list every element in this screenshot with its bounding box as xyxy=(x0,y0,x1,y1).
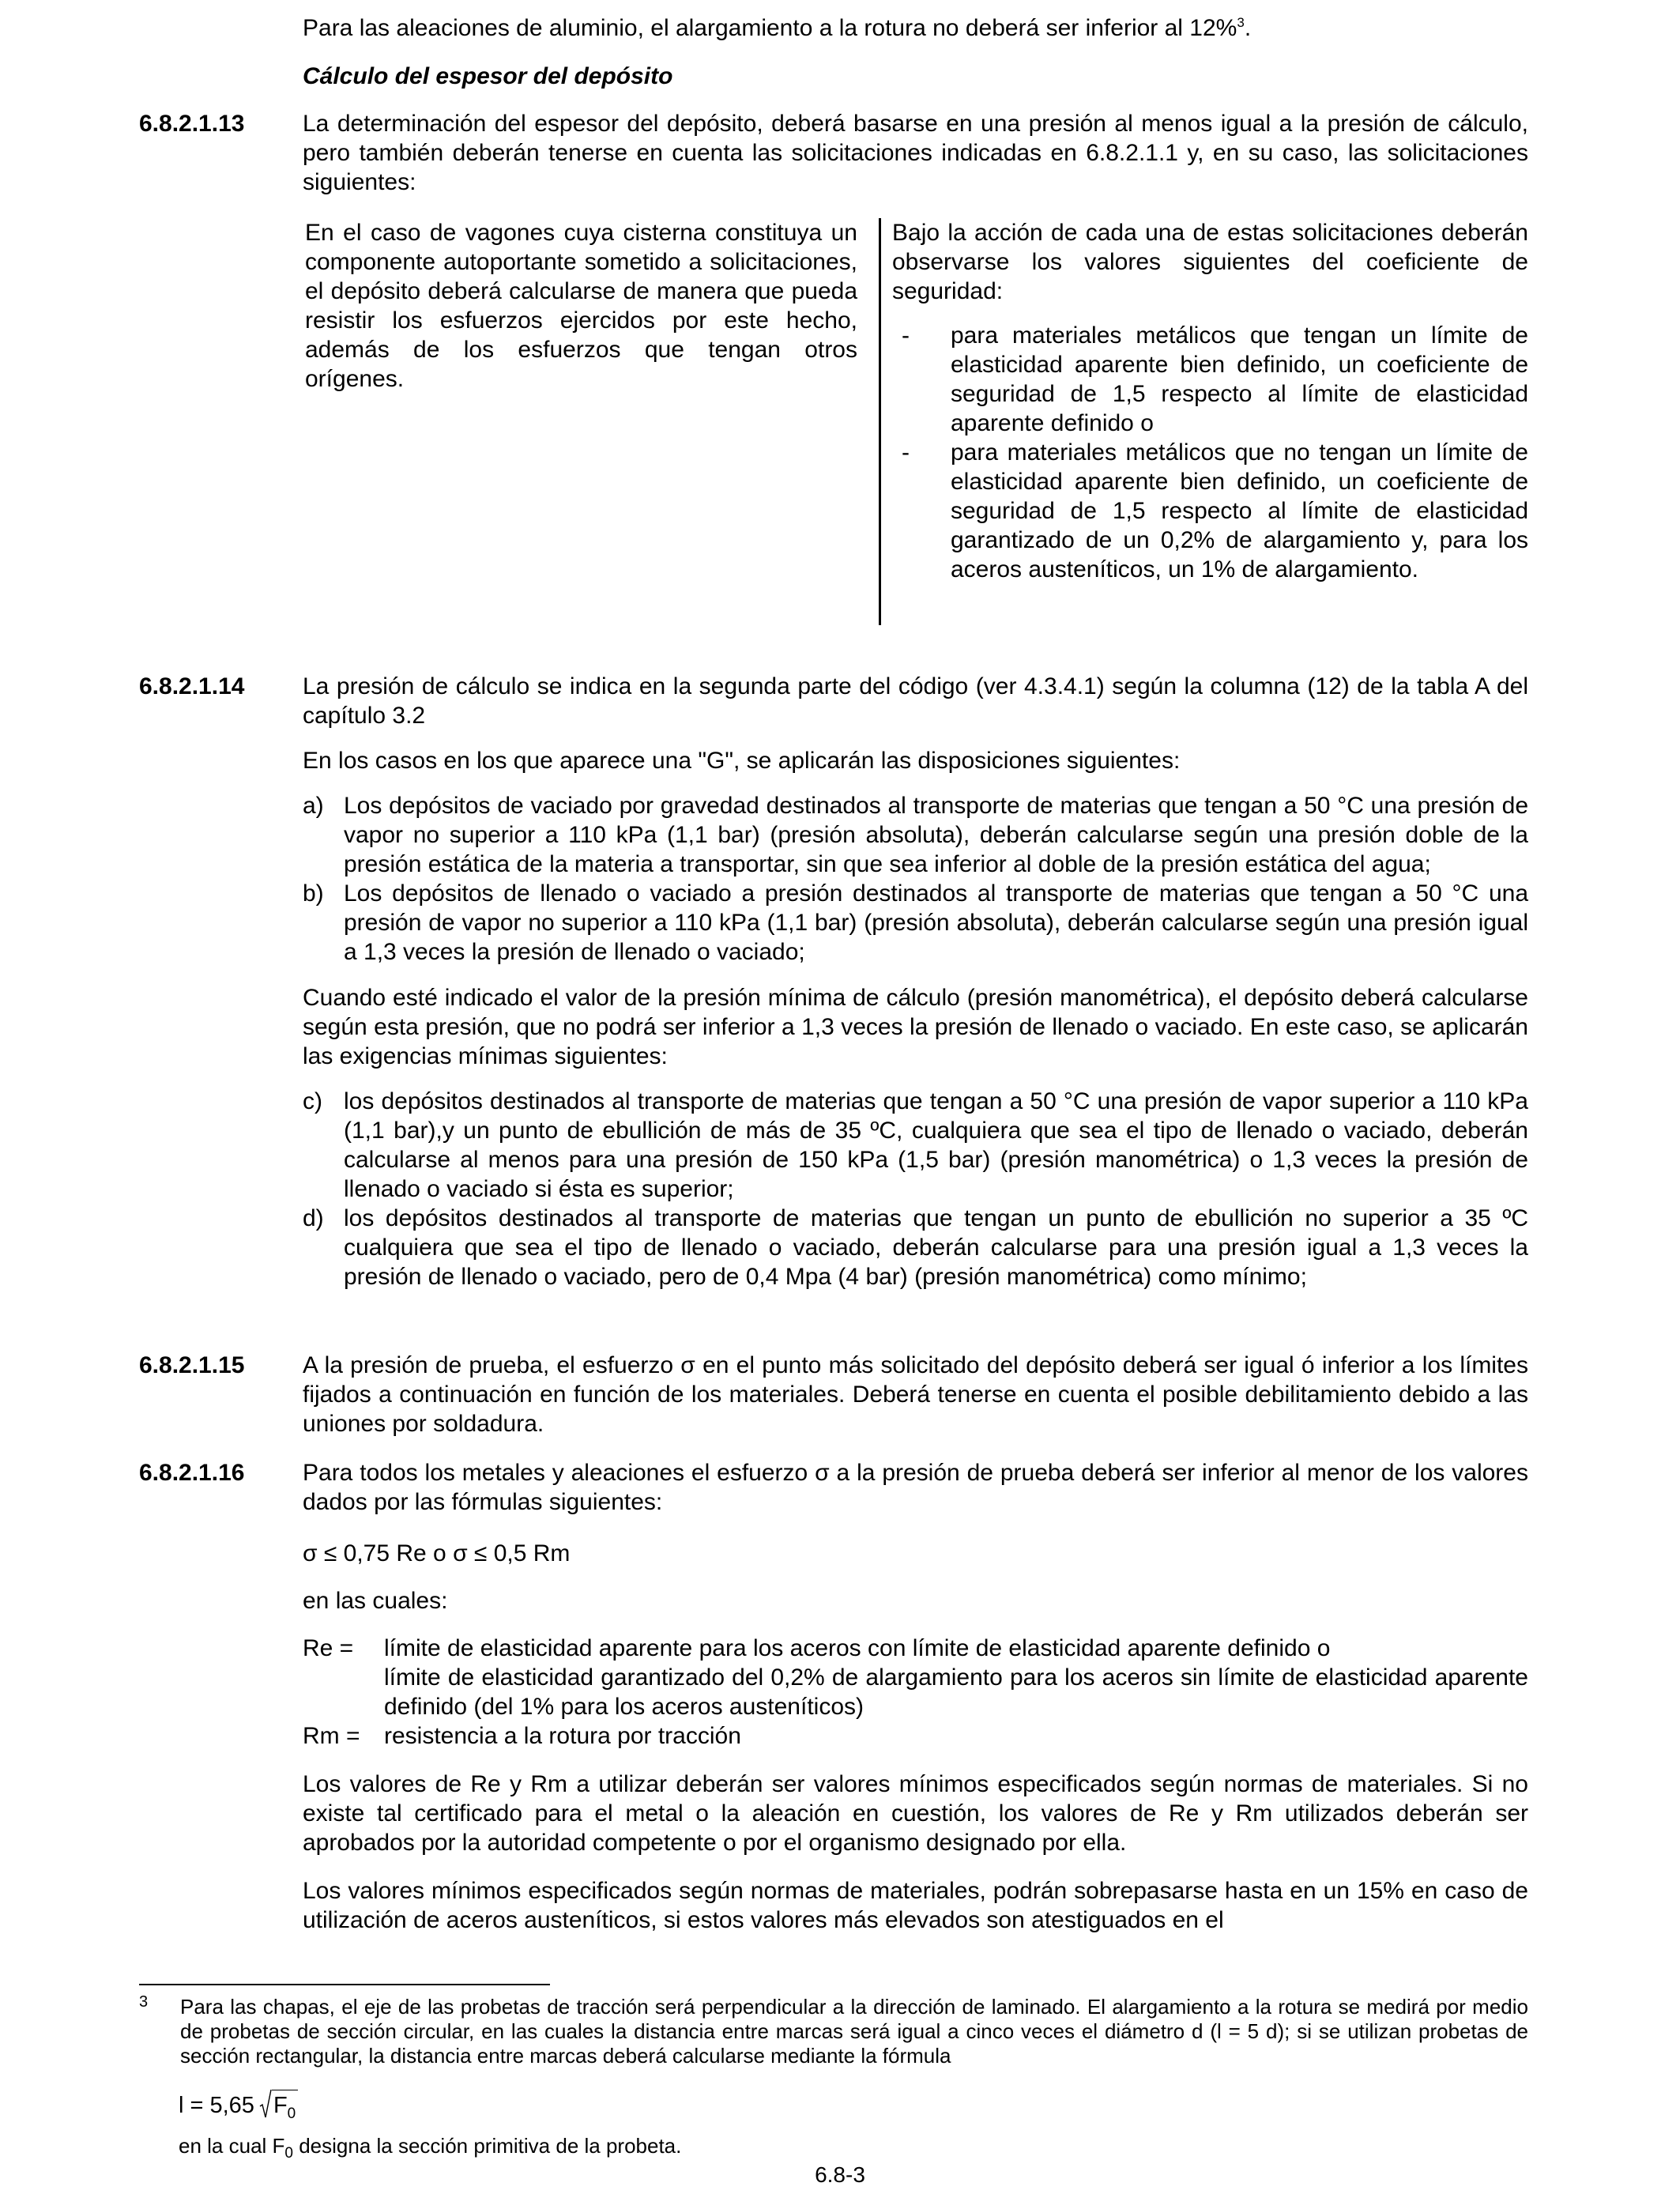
section-number-16: 6.8.2.1.16 xyxy=(139,1460,245,1486)
where-label: en las cuales: xyxy=(303,1588,448,1614)
footnote-separator xyxy=(139,1984,550,1985)
section-number-13: 6.8.2.1.13 xyxy=(139,111,245,137)
definition-rm: Rm = resistencia a la rotura por tracción xyxy=(303,1723,741,1749)
definitions-list xyxy=(303,1634,1528,1751)
min-values-paragraph: Los valores de Re y Rm a utilizar deberán ser valores mínimos especificados según normas de materiales. Si no existe tal certificado para el metal o la aleación en cuestión, los valores de Re y Rm utilizados deberán ser aprobados por la autoridad competente o por el organismo designado por ella. xyxy=(303,1771,1528,1856)
footnote-formula: l = 5,65 $F_0$ xyxy=(179,2089,298,2119)
footnote-ref: 3 xyxy=(1237,15,1245,30)
left-column-text: En el caso de vagones cuya cisterna constituya un componente autoportante sometido a solicitaciones, el depósito deberá calcularse de manera que pueda resistir los esfuerzos ejercidos por este hecho, además de los esfuerzos que tengan otros orígenes. xyxy=(305,220,857,392)
definition-re: Re = límite de elasticidad aparente para los aceros con límite de elasticidad aparente definido o límite de elasticidad garantizado del 0,2% de alargamiento para los aceros sin límite de elasticidad aparente definido (del 1% para los aceros austeníticos) xyxy=(303,1635,1528,1720)
section-number-14: 6.8.2.1.14 xyxy=(139,673,245,699)
min-pressure-paragraph: Cuando esté indicado el valor de la presión mínima de cálculo (presión manométrica), el depósito deberá calcularse según esta presión, que no podrá ser inferior a 1,3 veces la presión de llenado o vaciado. En este caso, se aplicarán las exigencias mínimas siguientes: xyxy=(303,985,1528,1069)
heading-calculo-espesor: Cálculo del espesor del depósito xyxy=(303,63,673,89)
section-number-15: 6.8.2.1.15 xyxy=(139,1352,245,1378)
list-item: d) los depósitos destinados al transporte de materias que tengan un punto de ebullición no superior a 35 ºC cualquiera que sea el tipo de llenado o vaciado, deberán calcularse para una presión igual a 1,3 veces la presión de llenado o vaciado, pero de 0,4 Mpa (4 bar) (presión manométrica) como mínimo; xyxy=(303,1205,1528,1290)
list-item: - para materiales metálicos que no tengan un límite de elasticidad aparente bien definido, un coeficiente de seguridad de 1,5 respecto al límite de elasticidad garantizado de un 0,2% de alargamiento y, para los aceros austeníticos, un 1% de alargamiento. xyxy=(902,439,1528,582)
list-item: a) Los depósitos de vaciado por gravedad destinados al transporte de materias que tengan a 50 °C una presión de vapor no superior a 110 kPa (1,1 bar) (presión absoluta), deberán calcularse según una presión doble de la presión estática de la materia a transportar, sin que sea inferior al doble de la presión estática del agua; xyxy=(303,793,1528,877)
section-14-text: La presión de cálculo se indica en la segunda parte del código (ver 4.3.4.1) según la columna (12) de la tabla A del capítulo 3.2 xyxy=(303,673,1528,729)
section-15-text: A la presión de prueba, el esfuerzo σ en el punto más solicitado del depósito deberá ser igual ó inferior a los límites fijados a continuación en función de los materiales. Deberá tenerse en cuenta el posible debilitamiento debido a las uniones por soldadura. xyxy=(303,1352,1528,1437)
footnote-number: 3 xyxy=(139,1993,149,2011)
list-item: c) los depósitos destinados al transporte de materias que tengan a 50 °C una presión de vapor superior a 110 kPa (1,1 bar),y un punto de ebullición de más de 35 ºC, cualquiera que sea el tipo de llenado o vaciado, deberán calcularse al menos para una presión de 150 kPa (1,5 bar) (presión manométrica) o 1,3 veces la presión de llenado o vaciado si ésta es superior; xyxy=(303,1088,1528,1202)
section-14 xyxy=(303,672,1528,1291)
g-intro: En los casos en los que aparece una "G", se aplicarán las disposiciones siguientes: xyxy=(303,748,1181,774)
square-root-icon: $F_0$ xyxy=(259,2089,298,2119)
right-column xyxy=(892,218,1528,584)
column-divider xyxy=(879,218,881,625)
radical-sign-icon xyxy=(259,2089,272,2119)
page-number: 6.8-3 xyxy=(815,2162,865,2187)
list-item: b) Los depósitos de llenado o vaciado a presión destinados al transporte de materias que tengan a 50 °C una presión de vapor no superior a 110 kPa (1,1 bar) (presión absoluta), deberán calcularse según una presión igual a 1,3 veces la presión de llenado o vaciado; xyxy=(303,880,1528,965)
austenitic-paragraph: Los valores mínimos especificados según normas de materiales, podrán sobrepasarse hasta en un 15% en caso de utilización de aceros austeníticos, si estos valores más elevados son atestiguados en el xyxy=(303,1878,1528,1933)
aluminium-elongation-paragraph: Para las aleaciones de aluminio, el alargamiento a la rotura no deberá ser inferior al 12%$^3$. xyxy=(303,15,1252,41)
section-13-text: La determinación del espesor del depósito, deberá basarse en una presión al menos igual a la presión de cálculo, pero también deberán tenerse en cuenta las solicitaciones indicadas en 6.8.2.1.1 y, en su caso, las solicitaciones siguientes: xyxy=(303,111,1528,195)
list-item: - para materiales metálicos que tengan un límite de elasticidad aparente bien definido, un coeficiente de seguridad de 1,5 respecto al límite de elasticidad aparente definido o xyxy=(902,322,1528,436)
footnote-tail: en la cual $F_0$ designa la sección primitiva de la probeta. xyxy=(179,2134,682,2162)
footnote-text: Para las chapas, el eje de las probetas de tracción será perpendicular a la dirección de laminado. El alargamiento a la rotura se medirá por medio de probetas de sección circular, en las cuales la distancia entre marcas será igual a cinco veces el diámetro d (l = 5 d); si se utilizan probetas de sección rectangular, la distancia entre marcas deberá calcularse mediante la fórmula xyxy=(180,1995,1528,2068)
right-column-intro: Bajo la acción de cada una de estas solicitaciones deberán observarse los valores siguientes del coeficiente de seguridad: xyxy=(892,220,1528,304)
stress-formula: σ ≤ 0,75 Re o σ ≤ 0,5 Rm xyxy=(303,1540,571,1566)
section-16-text: Para todos los metales y aleaciones el esfuerzo σ a la presión de prueba deberá ser inferior al menor de los valores dados por las fórmulas siguientes: xyxy=(303,1460,1528,1515)
